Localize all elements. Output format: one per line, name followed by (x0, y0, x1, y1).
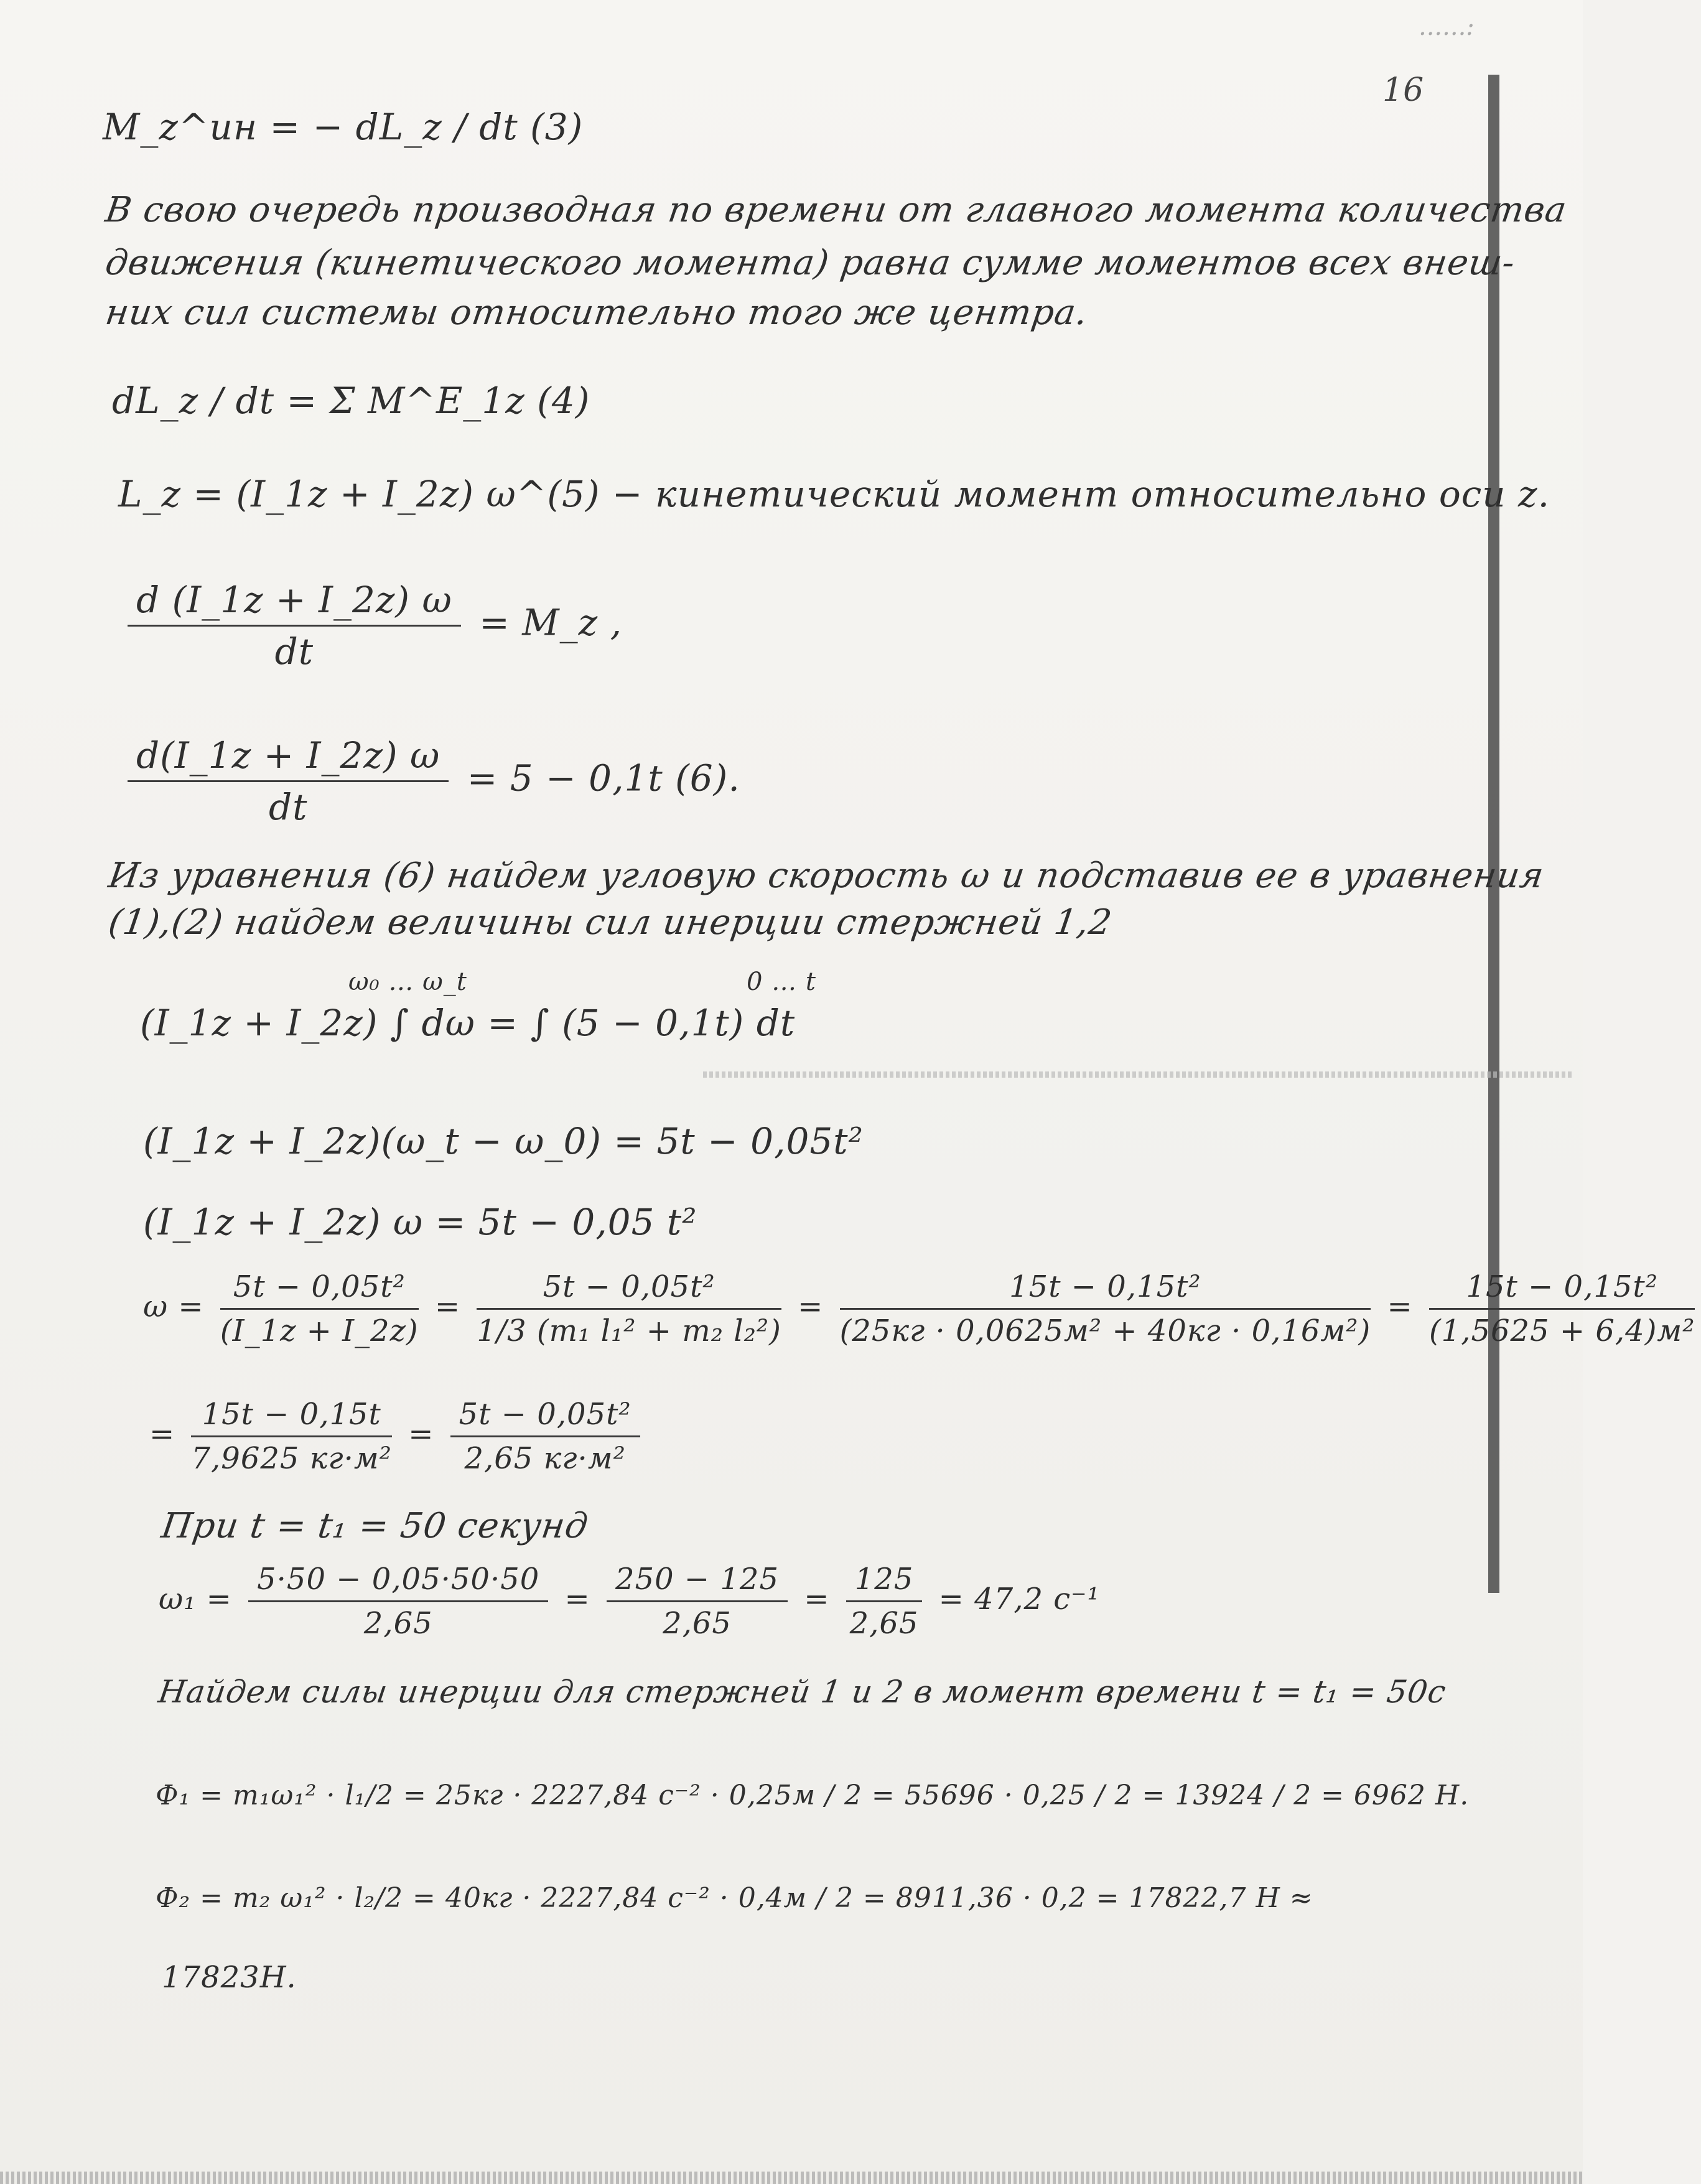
fraction-3 (846, 1562, 923, 1641)
equation-14: 17823Н. (162, 1960, 297, 1995)
denominator: 2,65 (363, 1606, 433, 1641)
equation-12: Ф₁ = m₁ω₁² · l₁/2 = 25кг · 2227,84 с⁻² · 0,25м / 2 = 55696 · 0,25 / 2 = 13924 / 2 = 6962 Н. (156, 1780, 1470, 1811)
text-line-6: При t = t₁ = 50 секунд (159, 1506, 591, 1546)
equation-8: (I_1z + I_2z) ω = 5t − 0,05 t² (143, 1201, 697, 1243)
scan-artifact-line (703, 1071, 1574, 1078)
equation-4: dL_z / dt = Σ M^E_1z (4) (112, 380, 590, 422)
equation-3: M_z^ин = − dL_z / dt (3) (103, 106, 584, 148)
denominator: 7,9625 кг·м² (191, 1441, 392, 1476)
denominator: (25кг · 0,0625м² + 40кг · 0,16м²) (839, 1314, 1371, 1348)
lhs: ω₁ = (159, 1582, 232, 1617)
denominator: 1/3 (m₁ l₁² + m₂ l₂²) (477, 1314, 781, 1348)
text-line-2: движения (кинетического момента) равна сумме моментов всех внеш- (103, 243, 1518, 283)
denominator: dt (274, 630, 314, 673)
numerator: 15t − 0,15t² (1429, 1269, 1695, 1310)
numerator: 250 − 125 (607, 1562, 788, 1602)
text-line-3: них сил системы относительно того же центра. (103, 292, 1091, 333)
rhs: = 47,2 c⁻¹ (938, 1582, 1100, 1617)
rhs: = M_z , (479, 601, 623, 644)
denominator: dt (268, 786, 308, 828)
numerator: 5·50 − 0,05·50·50 (248, 1562, 548, 1602)
denominator: (I_1z + I_2z) (220, 1314, 419, 1348)
equation-7: (I_1z + I_2z)(ω_t − ω_0) = 5t − 0,05t² (143, 1120, 864, 1162)
equation-13: Ф₂ = m₂ ω₁² · l₂/2 = 40кг · 2227,84 с⁻² · 0,4м / 2 = 8911,36 · 0,2 = 17822,7 Н ≈ (156, 1882, 1313, 1914)
lhs: ω = (143, 1289, 204, 1324)
numerator: 5t − 0,05t² (477, 1269, 781, 1310)
denominator: 2,65 (849, 1606, 919, 1641)
equation-6 (121, 734, 740, 828)
numerator: 125 (846, 1562, 923, 1602)
fraction-1 (248, 1562, 548, 1641)
integral-equation: (I_1z + I_2z) ∫ dω = ∫ (5 − 0,1t) dt (140, 1002, 796, 1044)
rhs: = 5 − 0,1t (6). (467, 757, 740, 800)
fraction (128, 734, 449, 828)
equation-11: ω₁ = $\frac{5\cdot 50 - 0,05\cdot 50\cdot 50}{2,65}$ = $\frac{250 - 125}{2,65}$ = $\frac{125}{2,65}$ = 47,2 c⁻¹ (159, 1562, 1100, 1641)
text-line-4: Из уравнения (6) найдем угловую скорость ω и подставив ее в уравнения (106, 856, 1547, 896)
fraction (128, 579, 461, 673)
integral-limits-t: 0 … t (747, 968, 816, 996)
page-number: 16 (1382, 72, 1424, 109)
fraction-4 (1429, 1269, 1695, 1348)
equation-9: ω = $\frac{\text{5t − 0,05t²}}{(I\_1z + I\_2z)}$ = $\frac{\text{5t − 0,05t²}}{\text{1/3 (m₁ l₁² + m₂ l₂²)}}$ = $\frac{\text{15t − 0,15t²}}{\text{(25кг · 0,0625м² + 40кг · 0,16м²)}}$ = $\frac{\text{15t − 0,15t²}}{\text{(1,5625 + 6,4)м²}}$ (143, 1269, 1695, 1348)
fraction-2 (477, 1269, 781, 1348)
numerator: 5t − 0,05t² (220, 1269, 419, 1310)
fraction-2 (450, 1397, 640, 1476)
numerator: d (I_1z + I_2z) ω (128, 579, 461, 627)
equation-5: L_z = (I_1z + I_2z) ω^(5) − кинетический момент относительно оси z. (118, 473, 1550, 515)
fraction-1 (220, 1269, 419, 1348)
scan-bottom-edge (0, 2172, 1583, 2184)
fraction-2 (607, 1562, 788, 1641)
fraction-3 (840, 1269, 1371, 1348)
scan-margin-bar (1488, 75, 1499, 1593)
integral-limits-omega: ω₀ … ω_t (348, 968, 467, 996)
corner-mark: ......: (1419, 12, 1475, 41)
numerator: d(I_1z + I_2z) ω (128, 734, 449, 782)
equation-a (121, 579, 622, 673)
numerator: 5t − 0,05t² (450, 1397, 640, 1437)
fraction-1 (191, 1397, 391, 1476)
numerator: 15t − 0,15t² (840, 1269, 1371, 1310)
text-line-5: (1),(2) найдем величины сил инерции стержней 1,2 (106, 902, 1115, 943)
denominator: (1,5625 + 6,4)м² (1428, 1314, 1695, 1348)
text-line-7: Найдем силы инерции для стержней 1 и 2 в момент времени t = t₁ = 50с (156, 1674, 1449, 1710)
equation-10: = $\frac{15t - 0,15t}{\text{7,9625 кг·м²}}$ = $\frac{\text{5t − 0,05t²}}{\text{2,65 кг·м²}}$ (149, 1397, 646, 1476)
denominator: 2,65 кг·м² (464, 1441, 626, 1476)
denominator: 2,65 (663, 1606, 732, 1641)
text-line-1: В свою очередь производная по времени от главного момента количества (103, 190, 1570, 230)
numerator: 15t − 0,15t (191, 1397, 391, 1437)
